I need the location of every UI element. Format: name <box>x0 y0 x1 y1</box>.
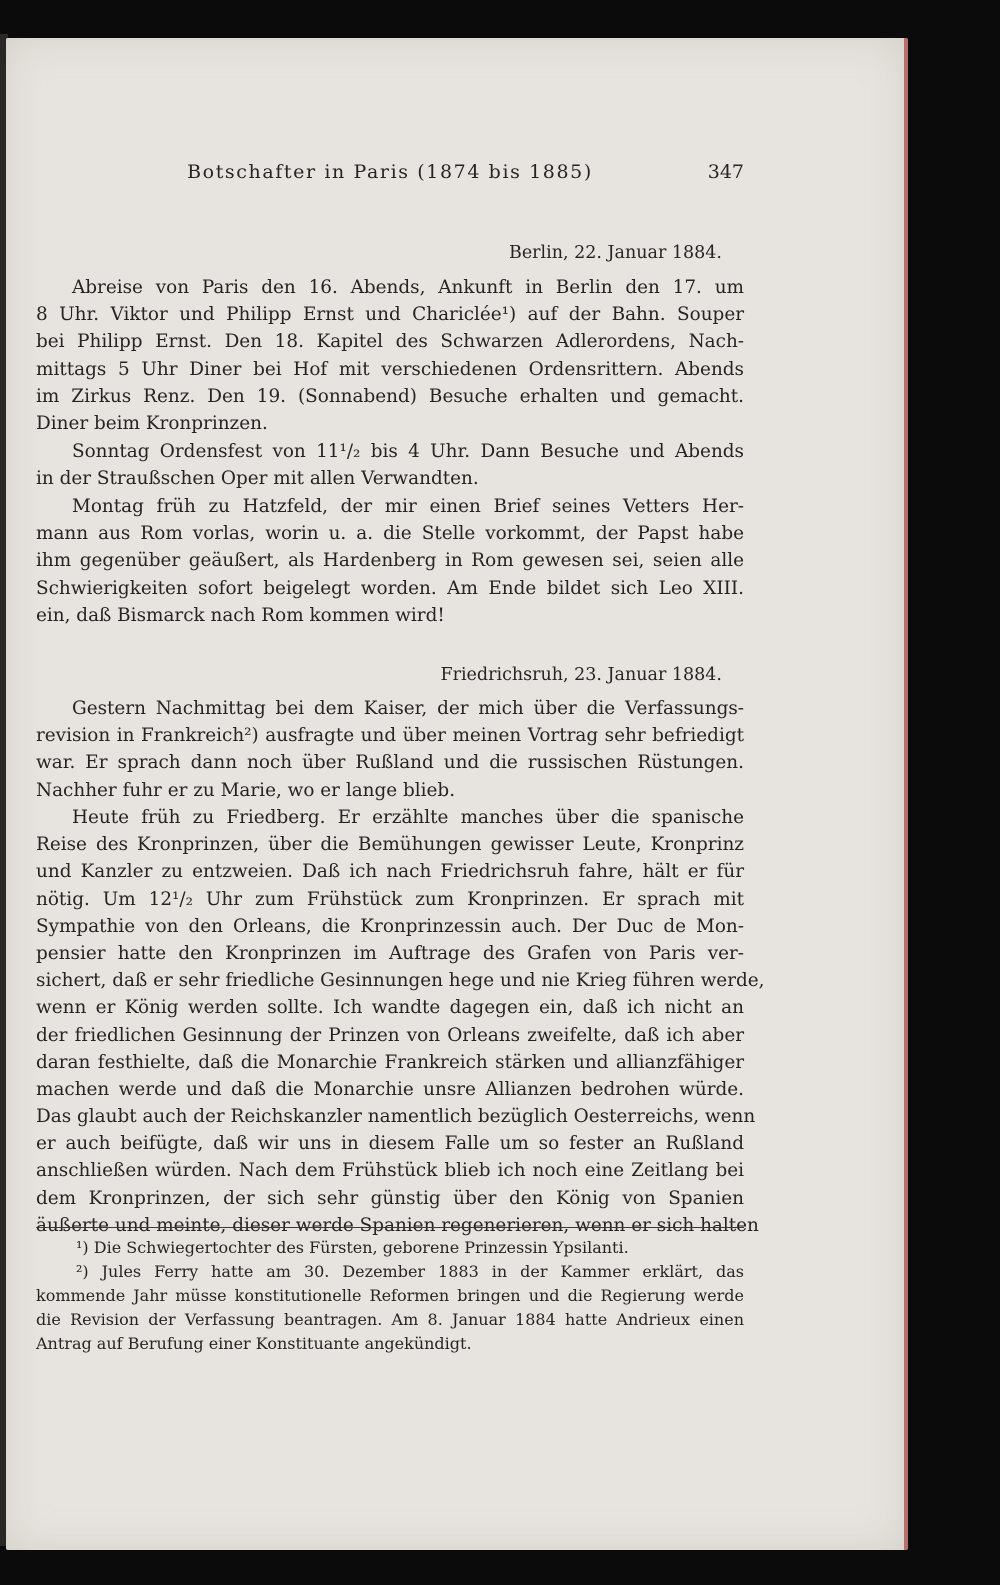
text-line: in der Straußschen Oper mit allen Verwandten. <box>36 468 479 490</box>
text-line: Sonntag Ordensfest von 11¹/₂ bis 4 Uhr. Dann Besuche und Abends <box>72 441 744 462</box>
text-line: daran festhielte, daß die Monarchie Frankreich stärken und allianzfähiger <box>36 1051 744 1073</box>
running-head <box>36 161 744 187</box>
text-line: Gestern Nachmittag bei dem Kaiser, der mich über die Verfassungs- <box>72 698 744 719</box>
text-line: dem Kronprinzen, der sich sehr günstig über den König von Spanien <box>36 1187 744 1209</box>
text-line: Montag früh zu Hatzfeld, der mir einen Brief seines Vetters Her- <box>72 496 744 517</box>
text-line: war. Er sprach dann noch über Rußland und die russischen Rüstungen. <box>36 752 744 774</box>
dateline-berlin: Berlin, 22. Januar 1884. <box>508 243 722 263</box>
text-line: wenn er König werden sollte. Ich wandte dagegen ein, daß ich nicht an <box>36 997 744 1019</box>
footnote-line: ²) Jules Ferry hatte am 30. Dezember 1883 in der Kammer erklärt, das <box>76 1262 744 1281</box>
text-line: pensier hatte den Kronprinzen im Auftrage des Grafen von Paris ver- <box>36 942 744 964</box>
footnote-line: kommende Jahr müsse konstitutionelle Reformen bringen und die Regierung werde <box>36 1286 744 1305</box>
page-text-block <box>36 38 765 1550</box>
text-line: Sympathie von den Orleans, die Kronprinzessin auch. Der Duc de Mon- <box>36 915 744 937</box>
text-line: Schwierigkeiten sofort beigelegt worden. Am Ende bildet sich Leo XIII. <box>36 577 744 599</box>
text-line: revision in Frankreich²) ausfragte und über meinen Vortrag sehr befriedigt <box>36 725 744 747</box>
text-line: machen werde und daß die Monarchie unsre Allianzen bedrohen würde. <box>36 1078 744 1100</box>
text-line: im Zirkus Renz. Den 19. (Sonnabend) Besuche erhalten und gemacht. <box>36 385 744 407</box>
footnote-rule <box>36 1227 744 1228</box>
text-line: mittags 5 Uhr Diner bei Hof mit verschiedenen Ordensrittern. Abends <box>36 358 744 380</box>
paragraph <box>36 493 744 629</box>
running-title: Botschafter in Paris (1874 bis 1885) <box>187 161 593 183</box>
text-line: der friedlichen Gesinnung der Prinzen von Orleans zweifelte, daß ich aber <box>36 1024 744 1046</box>
text-line: Abreise von Paris den 16. Abends, Ankunft in Berlin den 17. um <box>72 277 744 298</box>
text-line: und Kanzler zu entzweien. Daß ich nach Friedrichsruh fahre, hält er für <box>36 861 744 883</box>
text-line: Reise des Kronprinzen, über die Bemühungen gewisser Leute, Kronprinz <box>36 834 744 856</box>
text-line: ein, daß Bismarck nach Rom kommen wird! <box>36 604 445 626</box>
paragraph <box>36 438 744 492</box>
text-line: nötig. Um 12¹/₂ Uhr zum Frühstück zum Kronprinzen. Er sprach mit <box>36 888 744 910</box>
paragraph <box>36 695 744 804</box>
footnote-line: Antrag auf Berufung einer Konstituante angekündigt. <box>36 1334 472 1353</box>
text-line: mann aus Rom vorlas, worin u. a. die Stelle vorkommt, der Papst habe <box>36 523 744 545</box>
text-line: ihm gegenüber geäußert, als Hardenberg in Rom gewesen sei, seien alle <box>36 550 744 572</box>
text-line: Das glaubt auch der Reichskanzler namentlich bezüglich Oesterreichs, wenn <box>36 1106 756 1128</box>
text-line: anschließen würden. Nach dem Frühstück blieb ich noch eine Zeitlang bei <box>36 1160 744 1182</box>
text-line: sichert, daß er sehr friedliche Gesinnungen hege und nie Krieg führen werde, <box>36 970 765 992</box>
text-line: er auch beifügte, daß wir uns in diesem Falle um so fester an Rußland <box>36 1133 744 1155</box>
text-line: Diner beim Kronprinzen. <box>36 412 268 434</box>
book-page <box>6 38 908 1550</box>
footnotes <box>36 1236 744 1356</box>
text-line: bei Philipp Ernst. Den 18. Kapitel des Schwarzen Adlerordens, Nach- <box>36 331 744 353</box>
paragraph <box>36 274 744 437</box>
footnote-line: die Revision der Verfassung beantragen. Am 8. Januar 1884 hatte Andrieux einen <box>36 1310 744 1329</box>
footnote-line: ¹) Die Schwiegertochter des Fürsten, geborene Prinzessin Ypsilanti. <box>76 1238 629 1257</box>
paragraph <box>36 804 765 1239</box>
text-line: äußerte und meinte, dieser werde Spanien regenerieren, wenn er sich halten <box>36 1214 759 1236</box>
page-number: 347 <box>707 161 744 183</box>
text-line: Nachher fuhr er zu Marie, wo er lange blieb. <box>36 779 456 801</box>
dateline-friedrichsruh: Friedrichsruh, 23. Januar 1884. <box>440 665 722 685</box>
text-line: Heute früh zu Friedberg. Er erzählte manches über die spanische <box>72 807 744 828</box>
text-line: 8 Uhr. Viktor und Philipp Ernst und Chariclée¹) auf der Bahn. Souper <box>36 304 744 326</box>
